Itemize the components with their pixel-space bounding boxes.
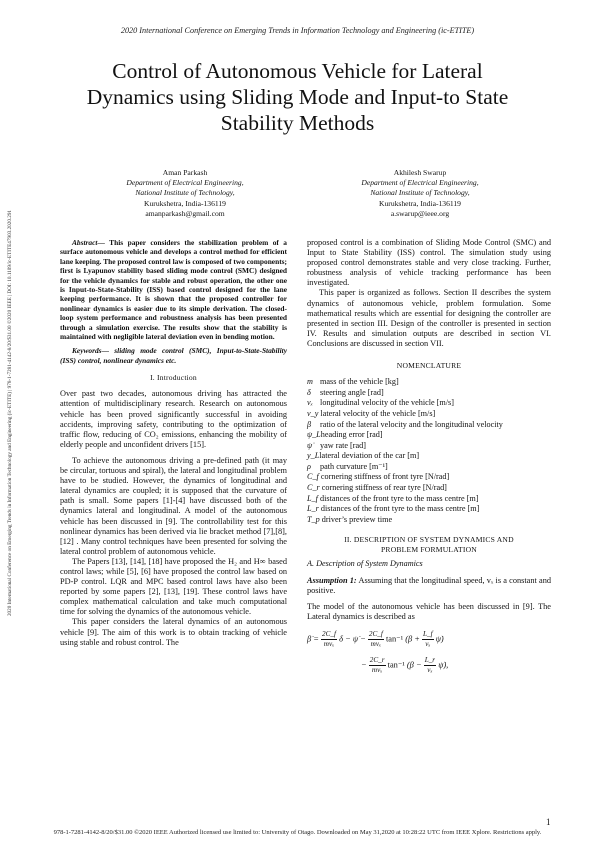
nomenclature-symbol: ρ — [307, 461, 311, 471]
equation-inner: (β + — [405, 634, 420, 644]
author-department: Department of Electrical Engineering, — [126, 178, 244, 188]
fraction-term — [369, 656, 386, 675]
nomenclature-description: steering angle [rad] — [318, 387, 384, 397]
paper-title — [40, 58, 555, 136]
fraction-numerator: 2C_f — [368, 629, 383, 638]
nomenclature-symbol: δ — [307, 387, 311, 397]
equation-tail: ψ̇) — [435, 634, 444, 644]
intro-paragraph-3: The Papers [13], [14], [18] have proposed the H₂ and H∞ based control laws; while [5], [6] have proposed the control law based on PD-P control. LQR and MPC based control laws have also been reported by some papers [2], [13], [19]. These control laws have complex mathematical calculation and take much computational time for solving the dynamics of the autonomous vehicle. — [60, 556, 287, 617]
author-city: Kurukshetra, India-136119 — [144, 198, 226, 208]
equation-tail: ψ̇), — [438, 660, 449, 670]
fraction-numerator: L_f — [423, 629, 433, 638]
side-margin-identifier: 2020 International Conference on Emerging Trends in Information Technology and Engineering (ic-ETITE) | 978-1-7281-4142-8/20/$31.00 ©2020 IEEE | DOI: 10.1109/ic-ETITE47903.2020.291 — [7, 209, 13, 617]
author-block-2 — [315, 168, 525, 219]
nomenclature-description: yaw rate [rad] — [318, 440, 366, 450]
nomenclature-description: driver’s preview time — [319, 514, 393, 524]
intro-paragraph-2: To achieve the autonomous driving a pre-defined path (it may be circular, tortuous and spiral), the lateral and longitudinal problem have to be studied. However, the dynamics of longitudinal and lateral dynamics are coupled; it is supposed that the curvature of path is small. Some papers [1]-[4] have discussed both of the dynamics lateral and longitudinal. A model of the autonomous vehicle has been discussed in [9]. The controllability test for this nonlinear dynamics has been derived via lie bracket method [7],[8],[12] . Many control techniques have been presented for solving the lateral control problem of autonomous vehicle. — [60, 455, 287, 556]
title-line-3: Stability Methods — [220, 111, 375, 135]
equation-inner: (β − — [406, 660, 422, 670]
nomenclature-symbol: ψ̇ — [307, 440, 313, 450]
section-2-heading-line-1: II. DESCRIPTION OF SYSTEM DYNAMICS AND — [344, 535, 514, 545]
nomenclature-description: path curvature [m⁻¹] — [318, 461, 388, 471]
section-2-heading-line-2: PROBLEM FORMULATION — [381, 545, 477, 555]
arctan-symbol: tan⁻¹ — [385, 634, 404, 644]
nomenclature-symbol: vₓ — [307, 398, 313, 408]
keywords — [60, 346, 287, 365]
nomenclature-list — [307, 377, 551, 525]
nomenclature-item — [307, 420, 551, 431]
author-institute: National Institute of Technology, — [135, 188, 235, 198]
fraction-term — [368, 630, 384, 649]
right-paragraph-2: This paper is organized as follows. Section II describes the system dynamics of autonomous vehicle, problem formulation. Some mathematical results which are essential for designing the controller are presented in section III. Design of the controller is presented in section IV. Results and simulation outputs are described in section VI. Conclusions are discussed in section VII. — [307, 288, 551, 348]
fraction-denominator: mvₓ — [323, 639, 335, 648]
fraction-numerator: 2C_f — [322, 629, 336, 638]
nomenclature-description: heading error [rad] — [320, 430, 383, 440]
fraction-numerator: L_r — [424, 655, 436, 664]
introduction-heading: I. Introduction — [150, 373, 197, 383]
nomenclature-symbol: β — [307, 419, 312, 429]
title-line-2: Dynamics using Sliding Mode and Input-to State — [86, 85, 509, 109]
nomenclature-description: lateral deviation of the car [m] — [319, 451, 420, 461]
assumption-text: Assuming that the longitudinal speed, vₓ is a constant and positive. — [307, 575, 551, 595]
nomenclature-symbol: y_L — [307, 451, 320, 461]
nomenclature-item — [307, 430, 551, 441]
nomenclature-description: cornering stiffness of rear tyre [N/rad] — [319, 483, 447, 493]
right-paragraph-1: proposed control is a combination of Sliding Mode Control (SMC) and Input to State Stability (ISS) control. The simulation study using proposed control demonstrates stable and very close tracking. Further, robustness analysis of vehicle tracking performance has been investigated. — [307, 238, 551, 288]
fraction-term — [422, 630, 434, 649]
assumption-1 — [307, 576, 551, 596]
equation-line-2 — [361, 656, 448, 675]
nomenclature-heading: NOMENCLATURE — [396, 361, 462, 371]
fraction-denominator: vₓ — [427, 665, 433, 674]
keywords-text: sliding mode control (SMC), Input-to-State-Stability (ISS) control, nonlinear dynamics etc. — [60, 346, 287, 365]
equation-minus: − — [361, 660, 367, 670]
equation-middle: δ − ψ̇ − — [339, 634, 366, 644]
nomenclature-symbol: C_r — [307, 483, 320, 493]
conference-header: 2020 International Conference on Emerging Trends in Information Technology and Engineering (ic-ETITE) — [120, 26, 475, 35]
nomenclature-description: distances of the front tyre to the mass centre [m] — [318, 504, 480, 514]
keywords-label: Keywords— — [72, 346, 109, 356]
nomenclature-item — [307, 377, 551, 388]
nomenclature-item — [307, 504, 551, 515]
nomenclature-description: longitudinal velocity of the vehicle [m/s] — [318, 398, 454, 408]
nomenclature-description: distances of the front tyre to the mass centre [m] — [318, 493, 479, 503]
author-email[interactable]: a.swarup@ieee.org — [390, 208, 450, 218]
model-paragraph: The model of the autonomous vehicle has been discussed in [9]. The Lateral dynamics is described as — [307, 601, 551, 621]
nomenclature-symbol: v_y — [307, 408, 319, 418]
abstract-text: This paper considers the stabilization problem of a surface autonomous vehicle and develops a control method for efficient lane keeping. The proposed control law is composed of two components; first is Lyapunov stability based sliding mode control (SMC) designed for the vehicle dynamics for stable and robust operation, the other one is Input-to-State-Stability (ISS) based control designed for the lane keeping performance. It is shown that the proposed controller for nonlinear dynamics is easier due to its simple derivation. The closed-loop system performance and robustness analysis has been presented through a simulation exercise. The results show that the stability is maintained with negligible lateral deviation even in bending motion. — [60, 238, 287, 342]
nomenclature-symbol: m — [307, 377, 313, 387]
nomenclature-item — [307, 451, 551, 462]
fraction-term — [424, 656, 436, 675]
arctan-symbol: tan⁻¹ — [387, 660, 405, 670]
author-department: Department of Electrical Engineering, — [361, 178, 479, 188]
page-number: 1 — [546, 817, 551, 827]
fraction-denominator: mvₓ — [370, 639, 382, 648]
nomenclature-description: lateral velocity of the vehicle [m/s] — [318, 408, 436, 418]
intro-paragraph-4: This paper considers the lateral dynamics of an autonomous vehicle [9]. The aim of this work is to obtain tracking of vehicle using stable and robust control. The — [60, 617, 287, 647]
fraction-numerator: 2C_r — [369, 655, 385, 664]
nomenclature-item — [307, 462, 551, 473]
nomenclature-symbol: L_f — [307, 493, 318, 503]
lateral-dynamics-equation — [307, 626, 551, 696]
nomenclature-item — [307, 515, 551, 526]
author-name: Akhilesh Swarup — [393, 168, 447, 177]
author-institute: National Institute of Technology, — [370, 188, 470, 198]
left-column — [60, 238, 287, 648]
nomenclature-item — [307, 483, 551, 494]
fraction-denominator: vₓ — [425, 639, 431, 648]
nomenclature-item — [307, 472, 551, 483]
right-column — [307, 238, 551, 696]
nomenclature-item — [307, 388, 551, 399]
nomenclature-item — [307, 441, 551, 452]
assumption-label: Assumption 1: — [307, 575, 357, 585]
nomenclature-item — [307, 398, 551, 409]
nomenclature-symbol: T_p — [307, 514, 320, 524]
equation-lhs: β̇ = — [307, 634, 319, 644]
equation-line-1 — [307, 630, 444, 649]
abstract-label: Abstract— — [72, 238, 105, 247]
author-name: Aman Parkash — [162, 168, 208, 177]
author-city: Kurukshetra, India-136119 — [379, 198, 461, 208]
nomenclature-symbol: ψ_L — [307, 430, 321, 440]
intro-paragraph-1: Over past two decades, autonomous driving has attracted the attention of multidisciplinary research. Research on autonomous vehicle has been proved significantly successful in avoiding accidents, improving safety, contributing to the optimization of traffic flow, reducing of CO₂ emissions, enhancing the mobility of elderly people and unconfident drivers [15]. — [60, 389, 287, 449]
nomenclature-symbol: C_f — [307, 472, 319, 482]
nomenclature-description: cornering stiffness of front tyre [N/rad] — [318, 472, 450, 482]
author-block-1 — [80, 168, 290, 219]
nomenclature-symbol: L_r — [307, 504, 319, 514]
title-line-1: Control of Autonomous Vehicle for Lateral — [112, 59, 483, 83]
section-2-heading — [307, 535, 551, 555]
nomenclature-item — [307, 409, 551, 420]
fraction-term — [321, 630, 337, 649]
author-email[interactable]: amanparkash@gmail.com — [145, 208, 225, 218]
nomenclature-description: ratio of the lateral velocity and the longitudinal velocity — [318, 419, 503, 429]
footer-notice: 978-1-7281-4142-8/20/$31.00 ©2020 IEEE Authorized licensed use limited to: University of Otago. Downloaded on May 31,2020 at 10:28:22 UTC from IEEE Xplore. Restrictions apply. — [53, 829, 542, 836]
fraction-denominator: mvₓ — [371, 665, 383, 674]
subsection-heading: A. Description of System Dynamics — [307, 559, 423, 569]
nomenclature-description: mass of the vehicle [kg] — [318, 377, 399, 387]
abstract — [60, 238, 287, 341]
nomenclature-item — [307, 494, 551, 505]
